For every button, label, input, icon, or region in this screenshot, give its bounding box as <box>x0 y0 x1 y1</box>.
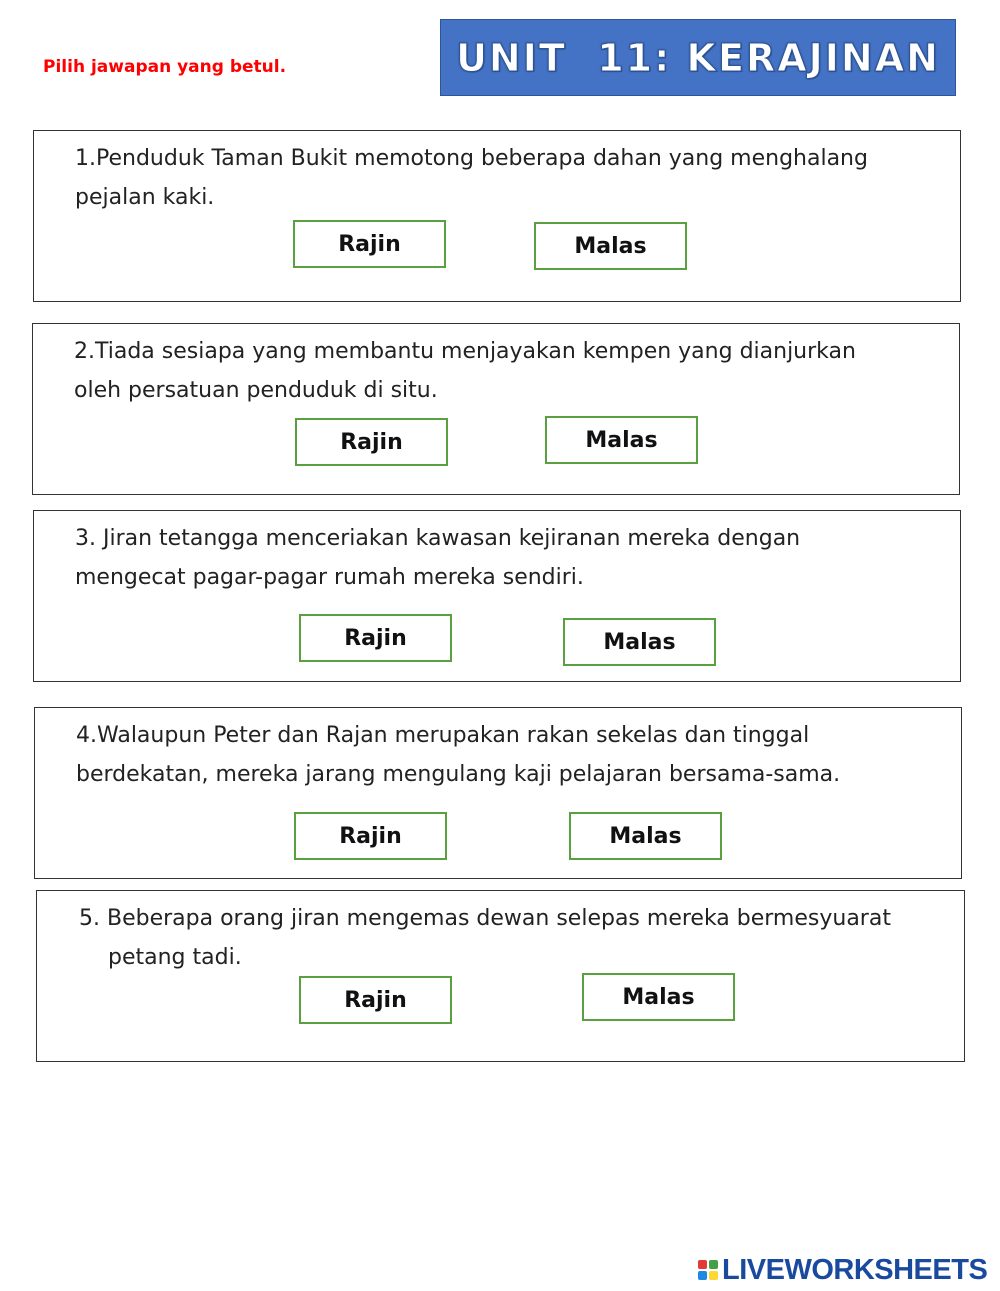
question-box-4 <box>34 707 962 879</box>
question-5-line-1: 5. Beberapa orang jiran mengemas dewan selepas mereka bermesyuarat <box>79 906 891 931</box>
question-2-line-2: oleh persatuan penduduk di situ. <box>74 378 438 403</box>
question-1-option-rajin[interactable]: Rajin <box>293 220 446 268</box>
question-3-option-rajin[interactable]: Rajin <box>299 614 452 662</box>
question-text-5 <box>79 899 891 977</box>
liveworksheets-logo[interactable] <box>698 1254 987 1286</box>
question-3-option-malas[interactable]: Malas <box>563 618 716 666</box>
question-text-2 <box>74 332 856 410</box>
question-2-option-rajin[interactable]: Rajin <box>295 418 448 466</box>
question-1-option-malas[interactable]: Malas <box>534 222 687 270</box>
question-3-line-2: mengecat pagar-pagar rumah mereka sendiri. <box>75 565 584 590</box>
question-5-line-2: petang tadi. <box>108 945 242 970</box>
question-box-1 <box>33 130 961 302</box>
question-box-3 <box>33 510 961 682</box>
question-text-3 <box>75 519 800 597</box>
question-5-option-malas[interactable]: Malas <box>582 973 735 1021</box>
instruction-text: Pilih jawapan yang betul. <box>43 57 287 77</box>
question-text-1 <box>75 139 868 217</box>
question-text-4 <box>76 716 840 794</box>
question-4-line-1: 4.Walaupun Peter dan Rajan merupakan rakan sekelas dan tinggal <box>76 723 810 748</box>
title-banner <box>440 19 956 96</box>
logo-text: LIVEWORKSHEETS <box>722 1253 988 1286</box>
page-title: UNIT 11: KERAJINAN <box>456 35 940 80</box>
question-4-option-malas[interactable]: Malas <box>569 812 722 860</box>
question-2-line-1: 2.Tiada sesiapa yang membantu menjayakan kempen yang dianjurkan <box>74 339 856 364</box>
question-1-line-1: 1.Penduduk Taman Bukit memotong beberapa dahan yang menghalang <box>75 146 868 171</box>
question-box-5 <box>36 890 965 1062</box>
question-1-line-2: pejalan kaki. <box>75 185 215 210</box>
question-box-2 <box>32 323 960 495</box>
question-2-option-malas[interactable]: Malas <box>545 416 698 464</box>
liveworksheets-logo-icon <box>698 1260 718 1280</box>
question-5-option-rajin[interactable]: Rajin <box>299 976 452 1024</box>
question-4-option-rajin[interactable]: Rajin <box>294 812 447 860</box>
question-4-line-2: berdekatan, mereka jarang mengulang kaji pelajaran bersama-sama. <box>76 762 841 787</box>
question-3-line-1: 3. Jiran tetangga menceriakan kawasan kejiranan mereka dengan <box>75 526 801 551</box>
